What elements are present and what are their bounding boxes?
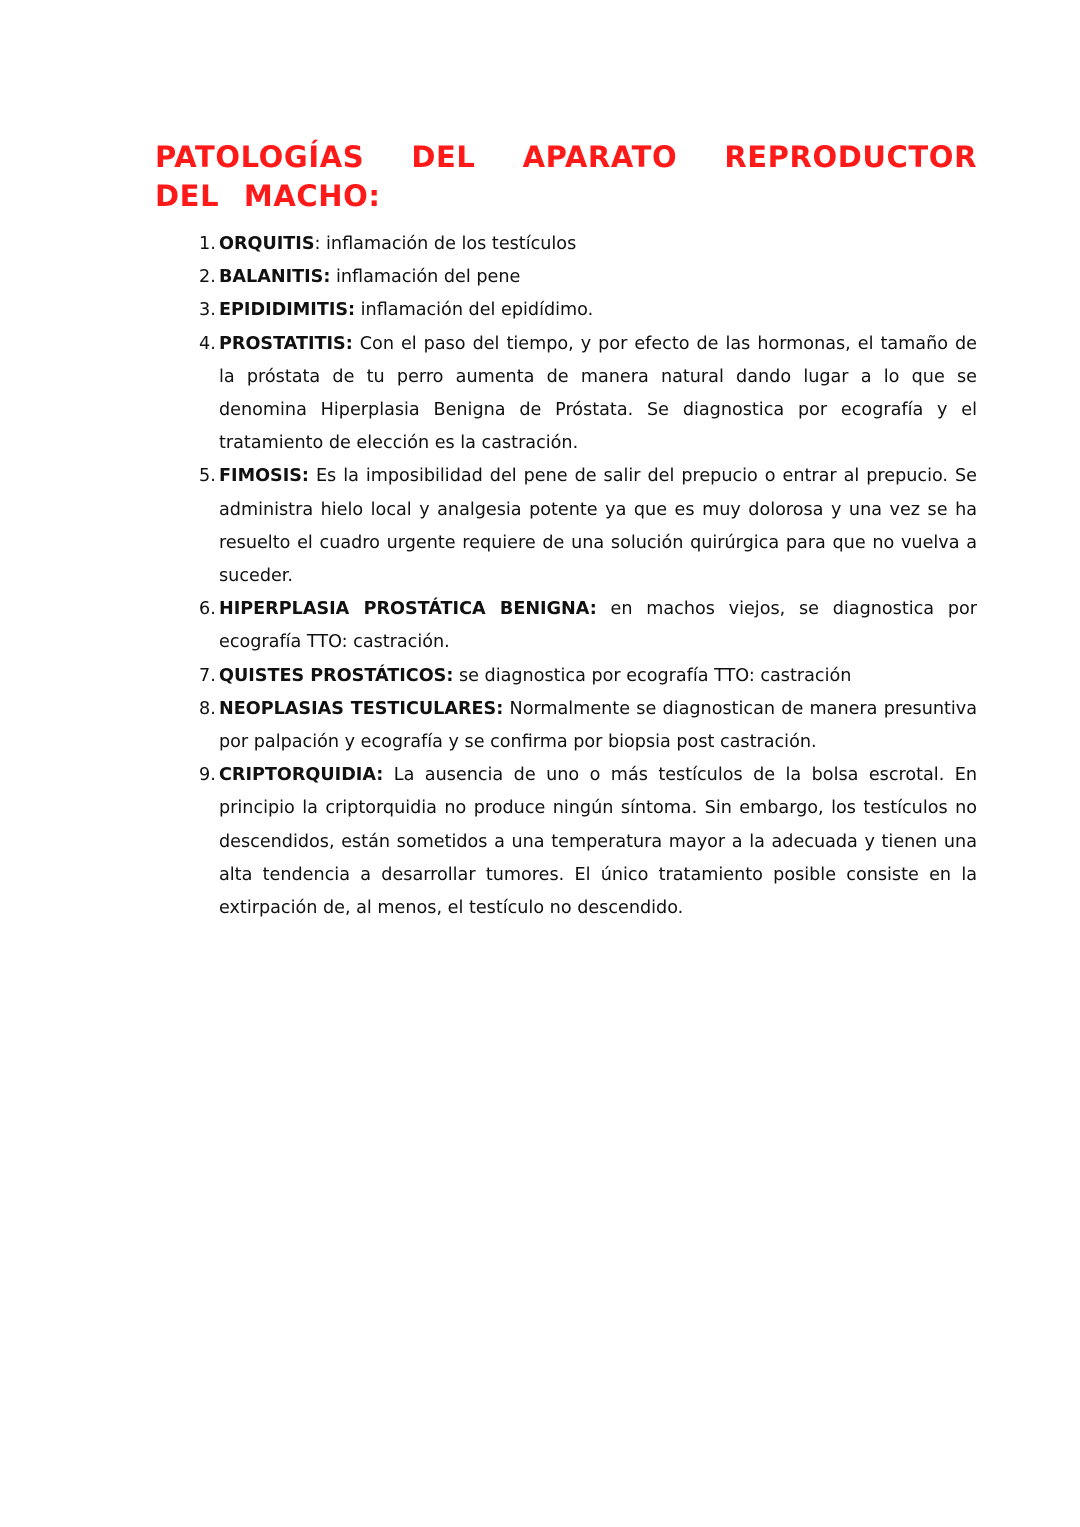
list-item-body [219,460,983,593]
list-item-number-text: 7. [199,665,216,686]
list-item-description: Con el paso del tiempo, y por efecto de las hormonas, el tamaño de la próstata de tu perro aumenta de manera natural dando lugar a lo que se denomina Hiperplasia Benigna de Próstata. Se diagnostica por ecografía y el tratamiento de elección es la castración. [219,333,983,454]
list-item-number-text: 9. [199,765,216,786]
list-item-body [219,660,977,693]
list-item [155,328,983,461]
list-item-number-text: 6. [199,599,216,620]
list-item-number [155,460,219,593]
list-item-number-text: 5. [199,466,216,487]
document-page [155,138,983,925]
list-item [155,460,983,593]
list-item-body [219,294,977,327]
list-item [155,593,983,659]
list-item-body [219,261,977,294]
list-item-body [219,328,983,461]
list-item-description: La ausencia de uno o más testículos de la bolsa escrotal. En principio la criptorquidia no produce ningún síntoma. Sin embargo, los testículos no descendidos, están sometidos a una temperatura mayor a la adecuada y tienen una alta tendencia a desarrollar tumores. El único tratamiento posible consiste en la extirpación de, al menos, el testículo no descendido. [219,765,983,919]
list-item-description: se diagnostica por ecografía TTO: castración [453,665,852,686]
list-item-term: HIPERPLASIA PROSTÁTICA BENIGNA: [219,599,597,620]
list-item-number [155,294,219,327]
list-item-number [155,593,219,659]
list-item-description: inflamación del epidídimo. [355,300,594,321]
page-title: PATOLOGÍAS DEL APARATO REPRODUCTOR DEL MACHO: [155,140,977,213]
list-item-number [155,660,219,693]
list-item-number-text: 8. [199,698,216,719]
list-item-description: inflamación del pene [330,267,521,288]
list-item [155,294,977,327]
list-item-number [155,261,219,294]
pathology-list [155,228,983,925]
list-item-number-text: 4. [199,333,216,354]
list-item-number [155,328,219,461]
list-item-term: NEOPLASIAS TESTICULARES: [219,698,504,719]
list-item-body [219,693,983,759]
list-item-term: CRIPTORQUIDIA: [219,765,384,786]
list-item-number [155,228,219,261]
list-item-number-text: 3. [199,300,216,321]
list-item [155,660,977,693]
list-item-term: FIMOSIS: [219,466,309,487]
list-item-number-text: 2. [199,267,216,288]
list-item-number-text: 1. [199,234,216,254]
list-item-term: QUISTES PROSTÁTICOS: [219,665,454,686]
list-item-number [155,759,219,925]
list-item-description: en machos viejos, se diagnostica por ecografía TTO: castración. [219,599,983,653]
list-item-term: ORQUITIS [219,234,315,254]
list-item-number [155,693,219,759]
list-item-body [219,593,983,659]
list-item-description: Normalmente se diagnostican de manera presuntiva por palpación y ecografía y se confirma por biopsia post castración. [219,698,983,753]
list-item-description: : inflamación de los testículos [314,234,577,254]
list-item [155,759,983,925]
list-item-term: PROSTATITIS: [219,333,353,354]
list-item [155,261,977,294]
list-item-body [219,228,977,261]
list-item-term: EPIDIDIMITIS: [219,300,356,321]
list-item-term: BALANITIS: [219,267,331,288]
list-item-body [219,759,983,925]
list-item [155,228,977,261]
list-item [155,693,983,759]
list-item-description: Es la imposibilidad del pene de salir del prepucio o entrar al prepucio. Se administra hielo local y analgesia potente ya que es muy dolorosa y una vez se ha resuelto el cuadro urgente requiere de una solución quirúrgica para que no vuelva a suceder. [219,466,983,587]
